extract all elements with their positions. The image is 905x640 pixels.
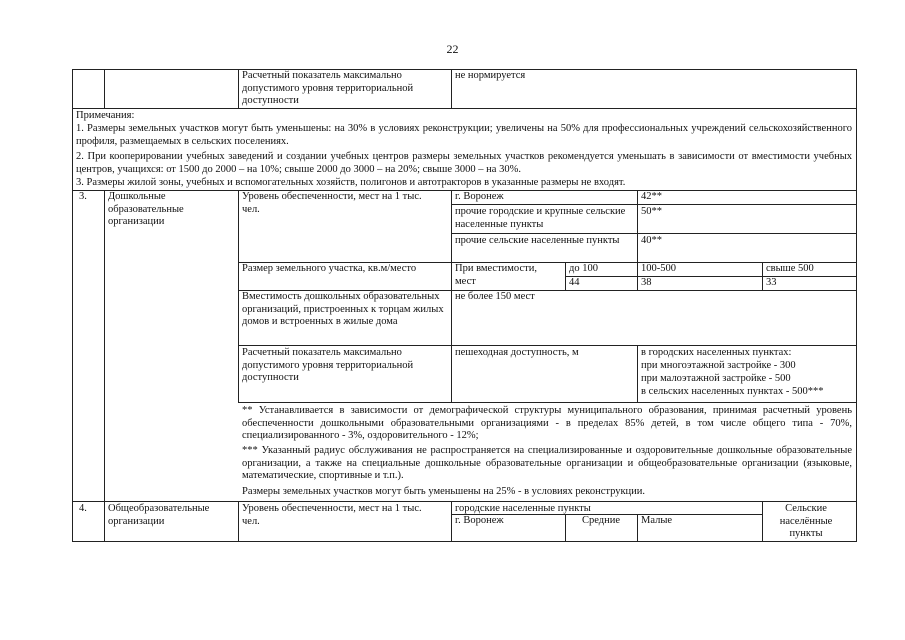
page-number: 22 — [446, 42, 459, 56]
provision-value: 40** — [641, 235, 662, 246]
table-rule — [238, 501, 239, 541]
provision-value: 50** — [641, 206, 662, 217]
section4-number: 4. — [79, 503, 87, 514]
provision-label: Уровень обеспеченности, мест на 1 тыс. чел. — [242, 191, 422, 215]
urban-header: городские населенные пункты — [455, 503, 591, 514]
urban-subheader: г. Воронеж — [455, 515, 504, 526]
table-rule — [72, 541, 857, 542]
land-column: свыше 500 — [766, 263, 814, 274]
urban-subheader: Средние — [581, 515, 621, 526]
access-line: при многоэтажной застройке - 300 — [641, 360, 796, 371]
land-value: 33 — [766, 277, 777, 288]
note-2: 2. При кооперировании учебных заведений и создании учебных центров размеры земельных участков рекомендуется уменьшать в зависимости от вместимости учебных центров, учащихся: от 1500 до 2000 – на 10%; свыше 2000 до 3000 – на 20%; свыше 3000 – на 30%. — [76, 151, 852, 175]
access-line: в городских населенных пунктах: — [641, 347, 792, 358]
land-value: 44 — [569, 277, 580, 288]
table-rule — [451, 69, 452, 108]
table-rule — [104, 190, 105, 501]
table-rule — [104, 501, 105, 541]
table-rule — [451, 190, 452, 402]
land-capacity-label: При вместимости, мест — [455, 263, 537, 287]
land-value: 38 — [641, 277, 652, 288]
access-line: в сельских населенных пунктах - 500*** — [641, 386, 824, 397]
table-rule — [238, 345, 857, 346]
table-rule — [637, 345, 638, 402]
footnote-2: *** Указанный радиус обслуживания не распространяется на специализированные и оздоровительные дошкольные образовательные организации, а также на специальные дошкольные образовательные организации и общеобразовательные организации (языковые, математические, спортивные и т.п.). — [242, 445, 852, 481]
provision-place: г. Воронеж — [455, 191, 504, 202]
table-rule — [565, 514, 566, 541]
table-rule — [637, 190, 638, 262]
section3-number: 3. — [79, 191, 87, 202]
capacity-value: не более 150 мест — [455, 291, 535, 302]
section3-name: Дошкольные образовательные организации — [108, 191, 184, 227]
table-rule — [637, 514, 638, 541]
land-label: Размер земельного участка, кв.м/место — [242, 263, 417, 274]
table-rule — [238, 402, 857, 403]
table-rule — [856, 69, 857, 541]
table-rule — [637, 262, 638, 290]
table-rule — [238, 190, 239, 402]
section4-label: Уровень обеспеченности, мест на 1 тыс. чел. — [242, 503, 422, 527]
access-label: Расчетный показатель максимально допустимого уровня территориальной доступности — [242, 347, 414, 383]
section4-name: Общеобразовательные организации — [108, 503, 210, 527]
table-rule — [565, 262, 566, 290]
access-type: пешеходная доступность, м — [455, 347, 579, 358]
provision-value: 42** — [641, 191, 662, 202]
table-rule — [762, 262, 763, 290]
footnote-3: Размеры земельных участков могут быть уменьшены на 25% - в условиях реконструкции. — [242, 486, 646, 497]
table-rule — [72, 108, 857, 109]
land-column: 100-500 — [641, 263, 676, 274]
table-rule — [565, 276, 857, 277]
table-rule — [238, 69, 239, 108]
provision-place: прочие сельские населенные пункты — [455, 235, 620, 246]
table-rule — [451, 233, 857, 234]
table-rule — [72, 501, 857, 502]
note-3: 3. Размеры жилой зоны, учебных и вспомогательных хозяйств, полигонов и автотракторов в указанные размеры не входят. — [76, 177, 626, 188]
urban-subheader: Малые — [641, 515, 673, 526]
top-row-value: не нормируется — [455, 70, 526, 81]
table-rule — [762, 501, 763, 541]
table-rule — [451, 501, 452, 541]
land-column: до 100 — [569, 263, 598, 274]
provision-place: прочие городские и крупные сельские населенные пункты — [455, 206, 626, 230]
note-1: 1. Размеры земельных участков могут быть уменьшены: на 30% в условиях реконструкции; увеличены на 50% для профессиональных учреждений сельскохозяйственного профиля, размещаемых в сельских поселениях. — [76, 123, 852, 147]
footnote-1: ** Устанавливается в зависимости от демографической структуры муниципального образования, принимая расчетный уровень обеспеченности дошкольными образовательными организациями - в пределах 85% детей, в том числе общего типа - 70%, специализированного - 3%, оздоровительного - 12%; — [242, 405, 852, 441]
table-rule — [72, 69, 73, 541]
table-rule — [104, 69, 105, 108]
notes-heading: Примечания: — [76, 110, 135, 121]
table-rule — [451, 204, 857, 205]
access-line: при малоэтажной застройке - 500 — [641, 373, 791, 384]
rural-header: Сельские населённые пункты — [779, 503, 833, 539]
capacity-label: Вместимость дошкольных образовательных организаций, пристроенных к торцам жилых домов и встроенных в жилые дома — [242, 291, 444, 327]
top-row-label: Расчетный показатель максимально допустимого уровня территориальной доступности — [242, 70, 414, 106]
